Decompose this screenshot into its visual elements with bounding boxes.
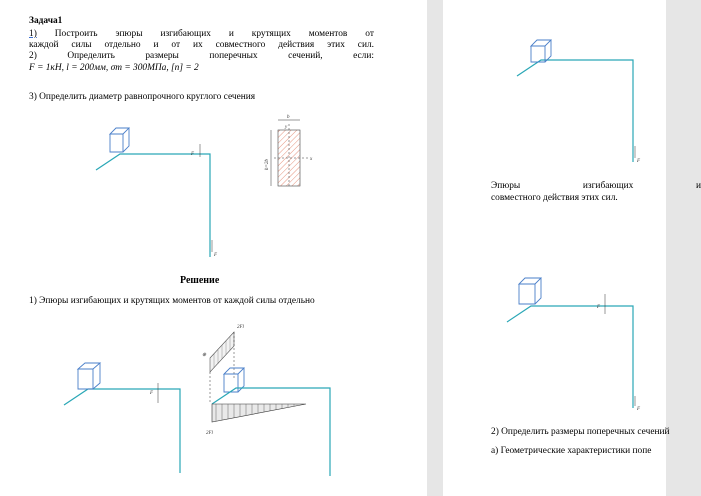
- height-label: h=2b: [265, 159, 270, 170]
- task-item-2-line-1: [29, 51, 374, 62]
- figure-bracket-p2-1: [513, 36, 643, 166]
- force-label-2: F: [214, 253, 218, 258]
- word: от: [365, 29, 374, 39]
- word: этих: [327, 40, 345, 50]
- word: их: [192, 40, 203, 50]
- y-axis-label: y: [285, 125, 288, 130]
- solution-title: Решение: [180, 275, 220, 286]
- epury-line-2: совместного действия этих сил.: [491, 193, 618, 203]
- task-item-1-line-2: [29, 40, 374, 51]
- word: сил.: [357, 40, 374, 50]
- word: Эпюры: [491, 181, 521, 191]
- word: и: [228, 29, 234, 39]
- bracket-outline: [96, 154, 210, 257]
- word: размеры: [145, 51, 179, 61]
- figure-bracket-1: [90, 122, 220, 262]
- force-label: F: [191, 152, 195, 157]
- moment-top-label: 2Fl: [237, 325, 244, 330]
- bending-moment-diagram: [212, 404, 306, 422]
- word: изгибающих: [160, 29, 211, 39]
- word: действия: [278, 40, 315, 50]
- word: если:: [353, 51, 374, 61]
- word: и: [695, 181, 701, 191]
- moment-bottom-label: 2Fl: [206, 431, 213, 436]
- solution-item-1: 1) Эпюры изгибающих и крутящих моментов от каждой силы отдельно: [29, 296, 315, 306]
- word: каждой: [29, 40, 59, 50]
- task-title: Задача1: [29, 16, 63, 26]
- bracket-outline: [212, 388, 330, 476]
- item-1-number: 1): [29, 29, 37, 39]
- word: Построить: [54, 29, 98, 39]
- word: поперечных: [209, 51, 258, 61]
- diagram-sign: ⊕: [202, 353, 207, 358]
- word: Определить: [67, 51, 115, 61]
- word: эпюры: [115, 29, 143, 39]
- word: сечений,: [288, 51, 323, 61]
- force-label: F: [637, 159, 641, 164]
- figure-bracket-p2-2: [503, 272, 643, 412]
- figure-bracket-2: [60, 355, 190, 475]
- word: изгибающих: [582, 181, 634, 191]
- box-icon: [519, 278, 541, 304]
- figure-moment-diagram: [196, 318, 336, 478]
- task-formula: F = 1кН, l = 200мм, σт = 300МПа, [n] = 2: [29, 63, 199, 73]
- epury-line-1: [491, 181, 701, 192]
- force-label-2: F: [637, 407, 641, 412]
- word: совместного: [215, 40, 266, 50]
- word: и: [153, 40, 159, 50]
- word: моментов: [308, 29, 348, 39]
- bracket-outline: [507, 306, 633, 408]
- force-label: F: [150, 391, 154, 396]
- task-item-3: 3) Определить диаметр равнопрочного круглого сечения: [29, 92, 256, 102]
- x-axis-label: x: [310, 157, 313, 162]
- bracket-outline: [517, 60, 633, 162]
- page2-item-a: а) Геометрические характеристики попе: [491, 446, 652, 456]
- word: от: [171, 40, 181, 50]
- document-page-2: [443, 0, 701, 496]
- cross-section-figure: [258, 112, 328, 192]
- box-icon: [110, 128, 129, 152]
- word: отдельно: [104, 40, 141, 50]
- width-label: b: [287, 115, 290, 120]
- box-icon: [78, 363, 100, 389]
- force-label: F: [597, 305, 601, 310]
- word: силы: [71, 40, 92, 50]
- page2-item-2: 2) Определить размеры поперечных сечений: [491, 427, 670, 437]
- word: 2): [29, 51, 37, 61]
- task-item-1-line-1: [29, 29, 374, 40]
- word: крутящих: [251, 29, 291, 39]
- box-icon: [531, 40, 551, 62]
- bracket-outline: [64, 389, 180, 473]
